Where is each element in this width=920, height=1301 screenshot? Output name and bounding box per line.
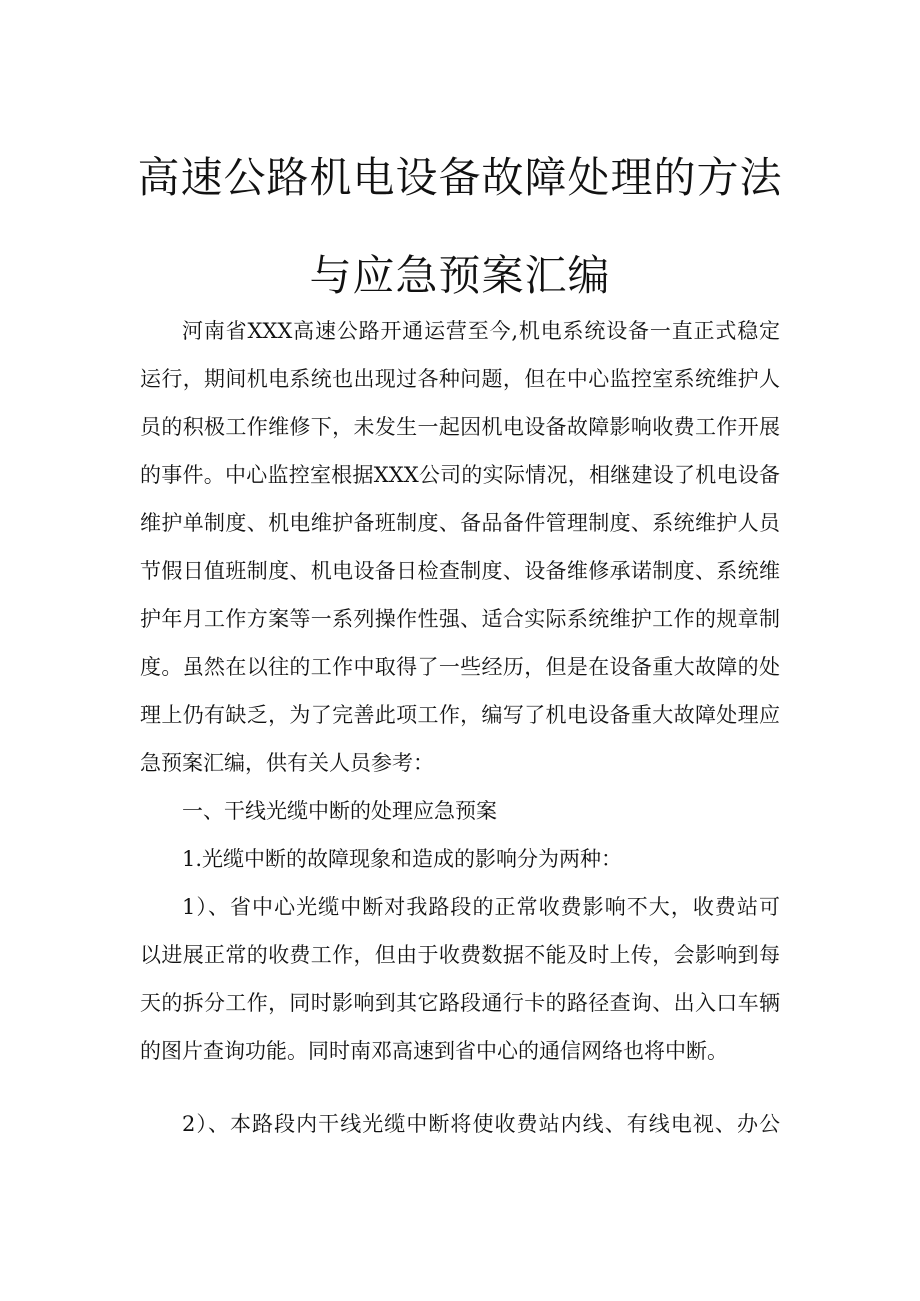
paragraph-line: 理上仍有缺乏，为了完善此项工作，编写了机电设备重大故障处理应 — [140, 703, 780, 727]
paragraph-line: 节假日值班制度、机电设备日检查制度、设备维修承诺制度、系统维 — [140, 559, 780, 583]
document-title-line-2: 与应急预案汇编 — [309, 251, 611, 300]
paragraph-line: 度。虽然在以往的工作中取得了一些经历，但是在设备重大故障的处 — [140, 655, 780, 679]
document-title-line-1: 高速公路机电设备故障处理的方法 — [137, 153, 783, 202]
paragraph-line: 以进展正常的收费工作，但由于收费数据不能及时上传，会影响到每 — [140, 943, 780, 967]
paragraph-line: 河南省XXX高速公路开通运营至今,机电系统设备一直正式稳定 — [182, 319, 780, 343]
section-heading: 一、干线光缆中断的处理应急预案 — [182, 799, 497, 823]
paragraph-line: 天的拆分工作，同时影响到其它路段通行卡的路径查询、出入口车辆 — [140, 991, 780, 1015]
paragraph-line: 的事件。中心监控室根据XXX公司的实际情况，相继建设了机电设备 — [140, 463, 780, 487]
paragraph-line: 维护单制度、机电维护备班制度、备品备件管理制度、系统维护人员 — [140, 511, 780, 535]
paragraph-line: 1）、省中心光缆中断对我路段的正常收费影响不大，收费站可 — [182, 895, 780, 919]
paragraph-line: 护年月工作方案等一系列操作性强、适合实际系统维护工作的规章制 — [140, 607, 780, 631]
paragraph-line: 员的积极工作维修下，未发生一起因机电设备故障影响收费工作开展 — [140, 415, 780, 439]
paragraph-line: 急预案汇编，供有关人员参考： — [140, 751, 434, 775]
subsection-heading: 1.光缆中断的故障现象和造成的影响分为两种： — [182, 847, 623, 871]
paragraph-line: 的图片查询功能。同时南邓高速到省中心的通信网络也将中断。 — [140, 1039, 728, 1063]
paragraph-line: 运行，期间机电系统也出现过各种问题，但在中心监控室系统维护人 — [140, 367, 780, 391]
paragraph-line: 2）、本路段内干线光缆中断将使收费站内线、有线电视、办公 — [182, 1112, 780, 1136]
